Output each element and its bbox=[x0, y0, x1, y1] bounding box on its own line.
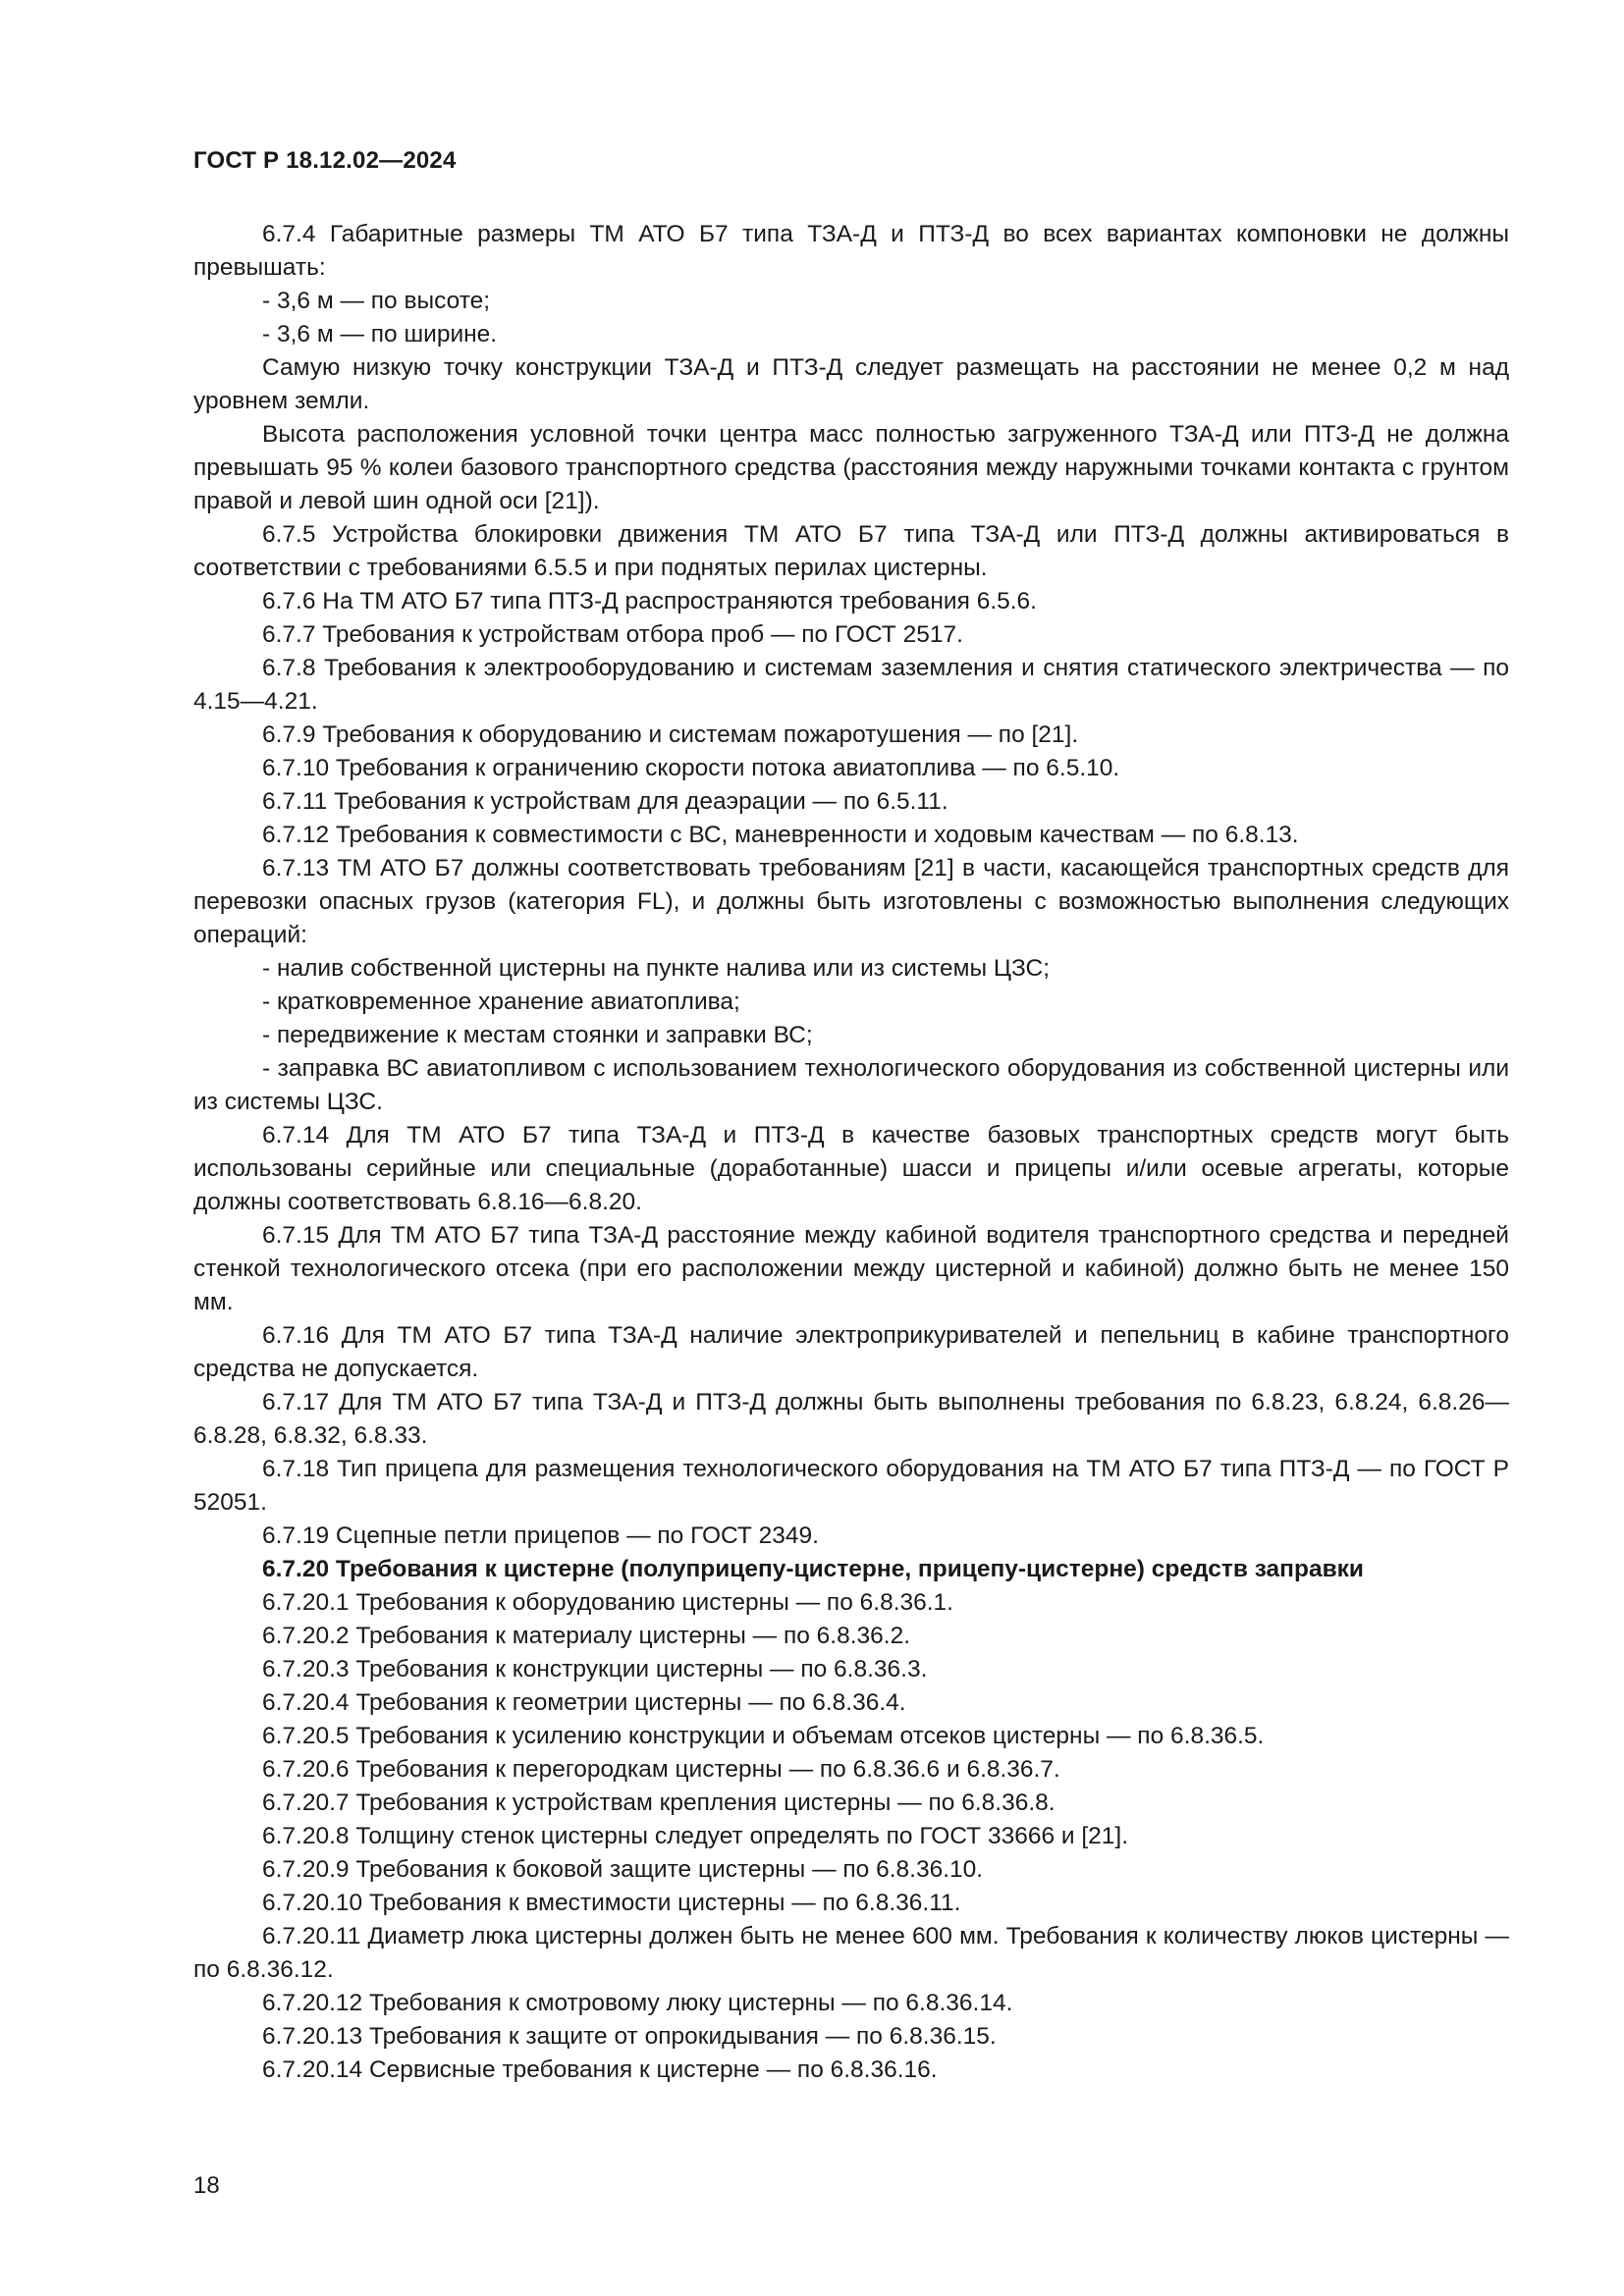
list-item-refueling: - заправка ВС авиатопливом с использованием технологического оборудования из собственной цистерны или из системы ЦЗС. bbox=[193, 1055, 1509, 1115]
paragraph-lowest-point: Самую низкую точку конструкции ТЗА-Д и ПТЗ-Д следует размещать на расстоянии не менее 0,2 м над уровнем земли. bbox=[193, 354, 1509, 414]
paragraph-6-7-14: 6.7.14 Для ТМ АТО Б7 типа ТЗА-Д и ПТЗ-Д в качестве базовых транспортных средств могут быть использованы серийные или специальные (доработанные) шасси и прицепы и/или осевые агрегаты, которые должны соответствовать 6.8.16—6.8.20. bbox=[193, 1122, 1509, 1215]
paragraph-center-of-mass: Высота расположения условной точки центра масс полностью загруженного ТЗА-Д или ПТЗ-Д не должна превышать 95 % колеи базового транспортного средства (расстояния между наружными точками контакта с грунтом правой и левой шин одной оси [21]). bbox=[193, 421, 1509, 514]
paragraph-6-7-17: 6.7.17 Для ТМ АТО Б7 типа ТЗА-Д и ПТЗ-Д должны быть выполнены требования по 6.8.23, 6.8.24, 6.8.26—6.8.28, 6.8.32, 6.8.33. bbox=[193, 1389, 1509, 1449]
paragraph-6-7-20-14: 6.7.20.14 Сервисные требования к цистерне — по 6.8.36.16. bbox=[262, 2056, 938, 2083]
paragraph-6-7-20-3: 6.7.20.3 Требования к конструкции цистерны — по 6.8.36.3. bbox=[262, 1656, 928, 1682]
document-body bbox=[193, 218, 1509, 2087]
page-number: 18 bbox=[193, 2172, 220, 2199]
paragraph-6-7-5: 6.7.5 Устройства блокировки движения ТМ АТО Б7 типа ТЗА-Д или ПТЗ-Д должны активироваться в соответствии с требованиями 6.5.5 и при поднятых перилах цистерны. bbox=[193, 521, 1509, 581]
list-item-movement: - передвижение к местам стоянки и заправки ВС; bbox=[262, 1022, 813, 1048]
paragraph-6-7-13: 6.7.13 ТМ АТО Б7 должны соответствовать требованиям [21] в части, касающейся транспортных средств для перевозки опасных грузов (категория FL), и должны быть изготовлены с возможностью выполнения следующих операций: bbox=[193, 855, 1509, 948]
paragraph-6-7-8: 6.7.8 Требования к электрооборудованию и системам заземления и снятия статического электричества — по 4.15—4.21. bbox=[193, 655, 1509, 715]
paragraph-6-7-15: 6.7.15 Для ТМ АТО Б7 типа ТЗА-Д расстояние между кабиной водителя транспортного средства и передней стенкой технологического отсека (при его расположении между цистерной и кабиной) должно быть не менее 150 мм. bbox=[193, 1222, 1509, 1315]
paragraph-6-7-20-7: 6.7.20.7 Требования к устройствам крепления цистерны — по 6.8.36.8. bbox=[262, 1789, 1056, 1816]
paragraph-6-7-10: 6.7.10 Требования к ограничению скорости потока авиатоплива — по 6.5.10. bbox=[262, 755, 1120, 781]
paragraph-6-7-20-9: 6.7.20.9 Требования к боковой защите цистерны — по 6.8.36.10. bbox=[262, 1856, 984, 1883]
paragraph-6-7-20-8: 6.7.20.8 Толщину стенок цистерны следует определять по ГОСТ 33666 и [21]. bbox=[262, 1823, 1129, 1849]
paragraph-6-7-20-12: 6.7.20.12 Требования к смотровому люку цистерны — по 6.8.36.14. bbox=[262, 1990, 1013, 2016]
document-header-title: ГОСТ Р 18.12.02—2024 bbox=[193, 147, 457, 174]
list-item-storage: - кратковременное хранение авиатоплива; bbox=[262, 988, 740, 1015]
paragraph-6-7-20-2: 6.7.20.2 Требования к материалу цистерны — по 6.8.36.2. bbox=[262, 1623, 911, 1649]
paragraph-6-7-20-13: 6.7.20.13 Требования к защите от опрокидывания — по 6.8.36.15. bbox=[262, 2023, 997, 2050]
paragraph-6-7-20-6: 6.7.20.6 Требования к перегородкам цистерны — по 6.8.36.6 и 6.8.36.7. bbox=[262, 1756, 1060, 1783]
paragraph-6-7-6: 6.7.6 На ТМ АТО Б7 типа ПТЗ-Д распространяются требования 6.5.6. bbox=[262, 588, 1037, 614]
paragraph-6-7-16: 6.7.16 Для ТМ АТО Б7 типа ТЗА-Д наличие электроприкуривателей и пепельниц в кабине транспортного средства не допускается. bbox=[193, 1322, 1509, 1382]
paragraph-6-7-4: 6.7.4 Габаритные размеры ТМ АТО Б7 типа ТЗА-Д и ПТЗ-Д во всех вариантах компоновки не должны превышать: bbox=[193, 221, 1509, 281]
paragraph-6-7-19: 6.7.19 Сцепные петли прицепов — по ГОСТ 2349. bbox=[262, 1522, 819, 1549]
paragraph-6-7-12: 6.7.12 Требования к совместимости с ВС, маневренности и ходовым качествам — по 6.8.13. bbox=[262, 822, 1299, 848]
paragraph-6-7-18: 6.7.18 Тип прицепа для размещения технологического оборудования на ТМ АТО Б7 типа ПТЗ-Д — по ГОСТ Р 52051. bbox=[193, 1456, 1509, 1516]
paragraph-6-7-20-5: 6.7.20.5 Требования к усилению конструкции и объемам отсеков цистерны — по 6.8.36.5. bbox=[262, 1723, 1265, 1749]
paragraph-6-7-20-11: 6.7.20.11 Диаметр люка цистерны должен быть не менее 600 мм. Требования к количеству люков цистерны — по 6.8.36.12. bbox=[193, 1923, 1509, 1983]
section-heading-6-7-20: 6.7.20 Требования к цистерне (полуприцепу-цистерне, прицепу-цистерне) средств заправки bbox=[262, 1556, 1364, 1582]
paragraph-6-7-9: 6.7.9 Требования к оборудованию и системам пожаротушения — по [21]. bbox=[262, 721, 1079, 748]
paragraph-6-7-7: 6.7.7 Требования к устройствам отбора проб — по ГОСТ 2517. bbox=[262, 621, 963, 648]
list-item-width: - 3,6 м — по ширине. bbox=[262, 321, 498, 347]
list-item-height: - 3,6 м — по высоте; bbox=[262, 288, 491, 314]
paragraph-6-7-20-10: 6.7.20.10 Требования к вместимости цистерны — по 6.8.36.11. bbox=[262, 1890, 961, 1916]
paragraph-6-7-11: 6.7.11 Требования к устройствам для деаэрации — по 6.5.11. bbox=[262, 788, 948, 815]
paragraph-6-7-20-4: 6.7.20.4 Требования к геометрии цистерны — по 6.8.36.4. bbox=[262, 1689, 906, 1716]
list-item-filling: - налив собственной цистерны на пункте налива или из системы ЦЗС; bbox=[262, 955, 1051, 982]
paragraph-6-7-20-1: 6.7.20.1 Требования к оборудованию цистерны — по 6.8.36.1. bbox=[262, 1589, 953, 1616]
